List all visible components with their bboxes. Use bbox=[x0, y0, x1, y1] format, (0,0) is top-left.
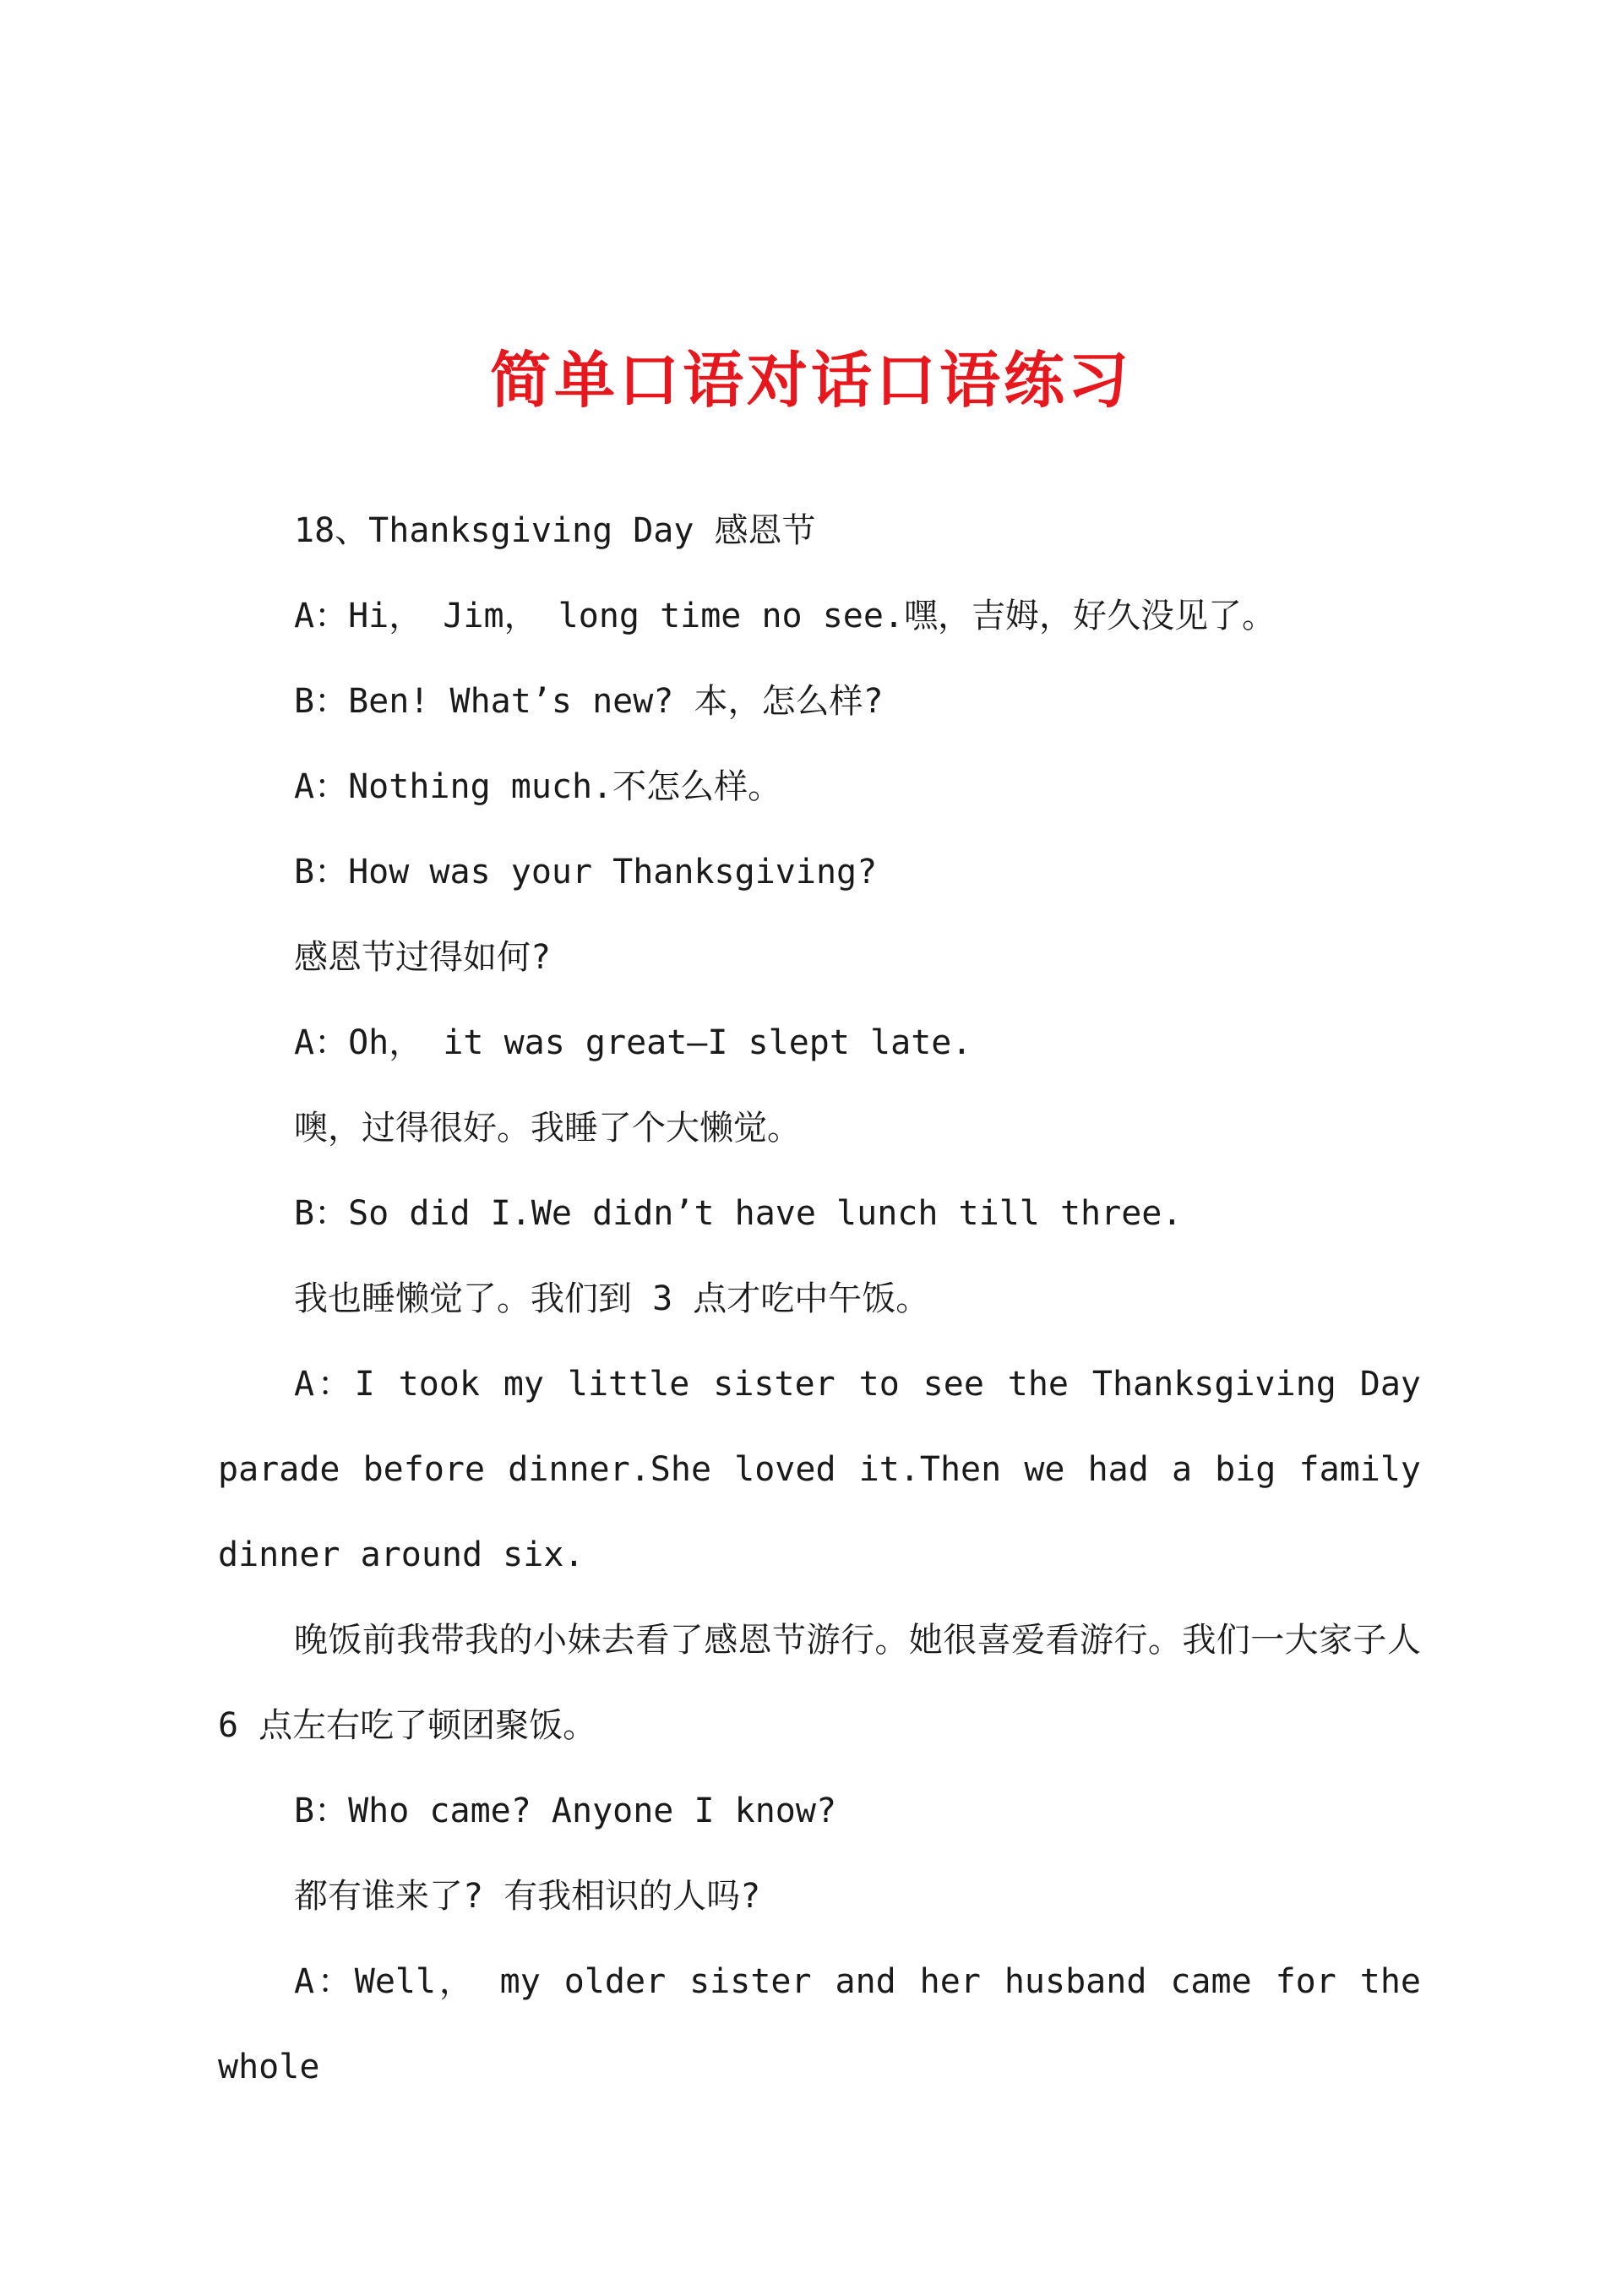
dialogue-translation: 感恩节过得如何? bbox=[294, 938, 552, 977]
section-heading: 18、Thanksgiving Day 感恩节 bbox=[294, 511, 816, 550]
dialogue-line: A：I took my little sister to see the Thanksgiving Day parade before dinner.She loved it.Then we had a big family dinner around six. bbox=[218, 1365, 1442, 1574]
dialogue-translation: 噢，过得很好。我睡了个大懒觉。 bbox=[294, 1109, 801, 1148]
dialogue-translation: 我也睡懒觉了。我们到 3 点才吃中午饭。 bbox=[294, 1279, 930, 1318]
dialogue-line: A：Hi， Jim， long time no see.嘿，吉姆，好久没见了。 bbox=[294, 597, 1276, 635]
dialogue-line: B：Who came? Anyone I know? bbox=[294, 1792, 837, 1830]
dialogue-line: A：Oh， it was great—I slept late. bbox=[294, 1023, 972, 1062]
dialogue-translation: 都有谁来了? 有我相识的人吗? bbox=[294, 1877, 761, 1916]
dialogue-translation: 晚饭前我带我的小妹去看了感恩节游行。她很喜爱看游行。我们一大家子人 6 点左右吃了顿团聚饭。 bbox=[218, 1621, 1442, 1745]
dialogue-line: A：Well， my older sister and her husband came for the whole bbox=[218, 1962, 1442, 2086]
document-body bbox=[218, 488, 1442, 2110]
document-title: 简单口语对话口语练习 bbox=[489, 344, 1132, 416]
dialogue-line: A：Nothing much.不怎么样。 bbox=[294, 767, 782, 806]
dialogue-line: B：How was your Thanksgiving? bbox=[294, 853, 878, 892]
dialogue-line: B：Ben! What’s new? 本，怎么样? bbox=[294, 682, 884, 721]
dialogue-line: B：So did I.We didn’t have lunch till three. bbox=[294, 1194, 1183, 1233]
